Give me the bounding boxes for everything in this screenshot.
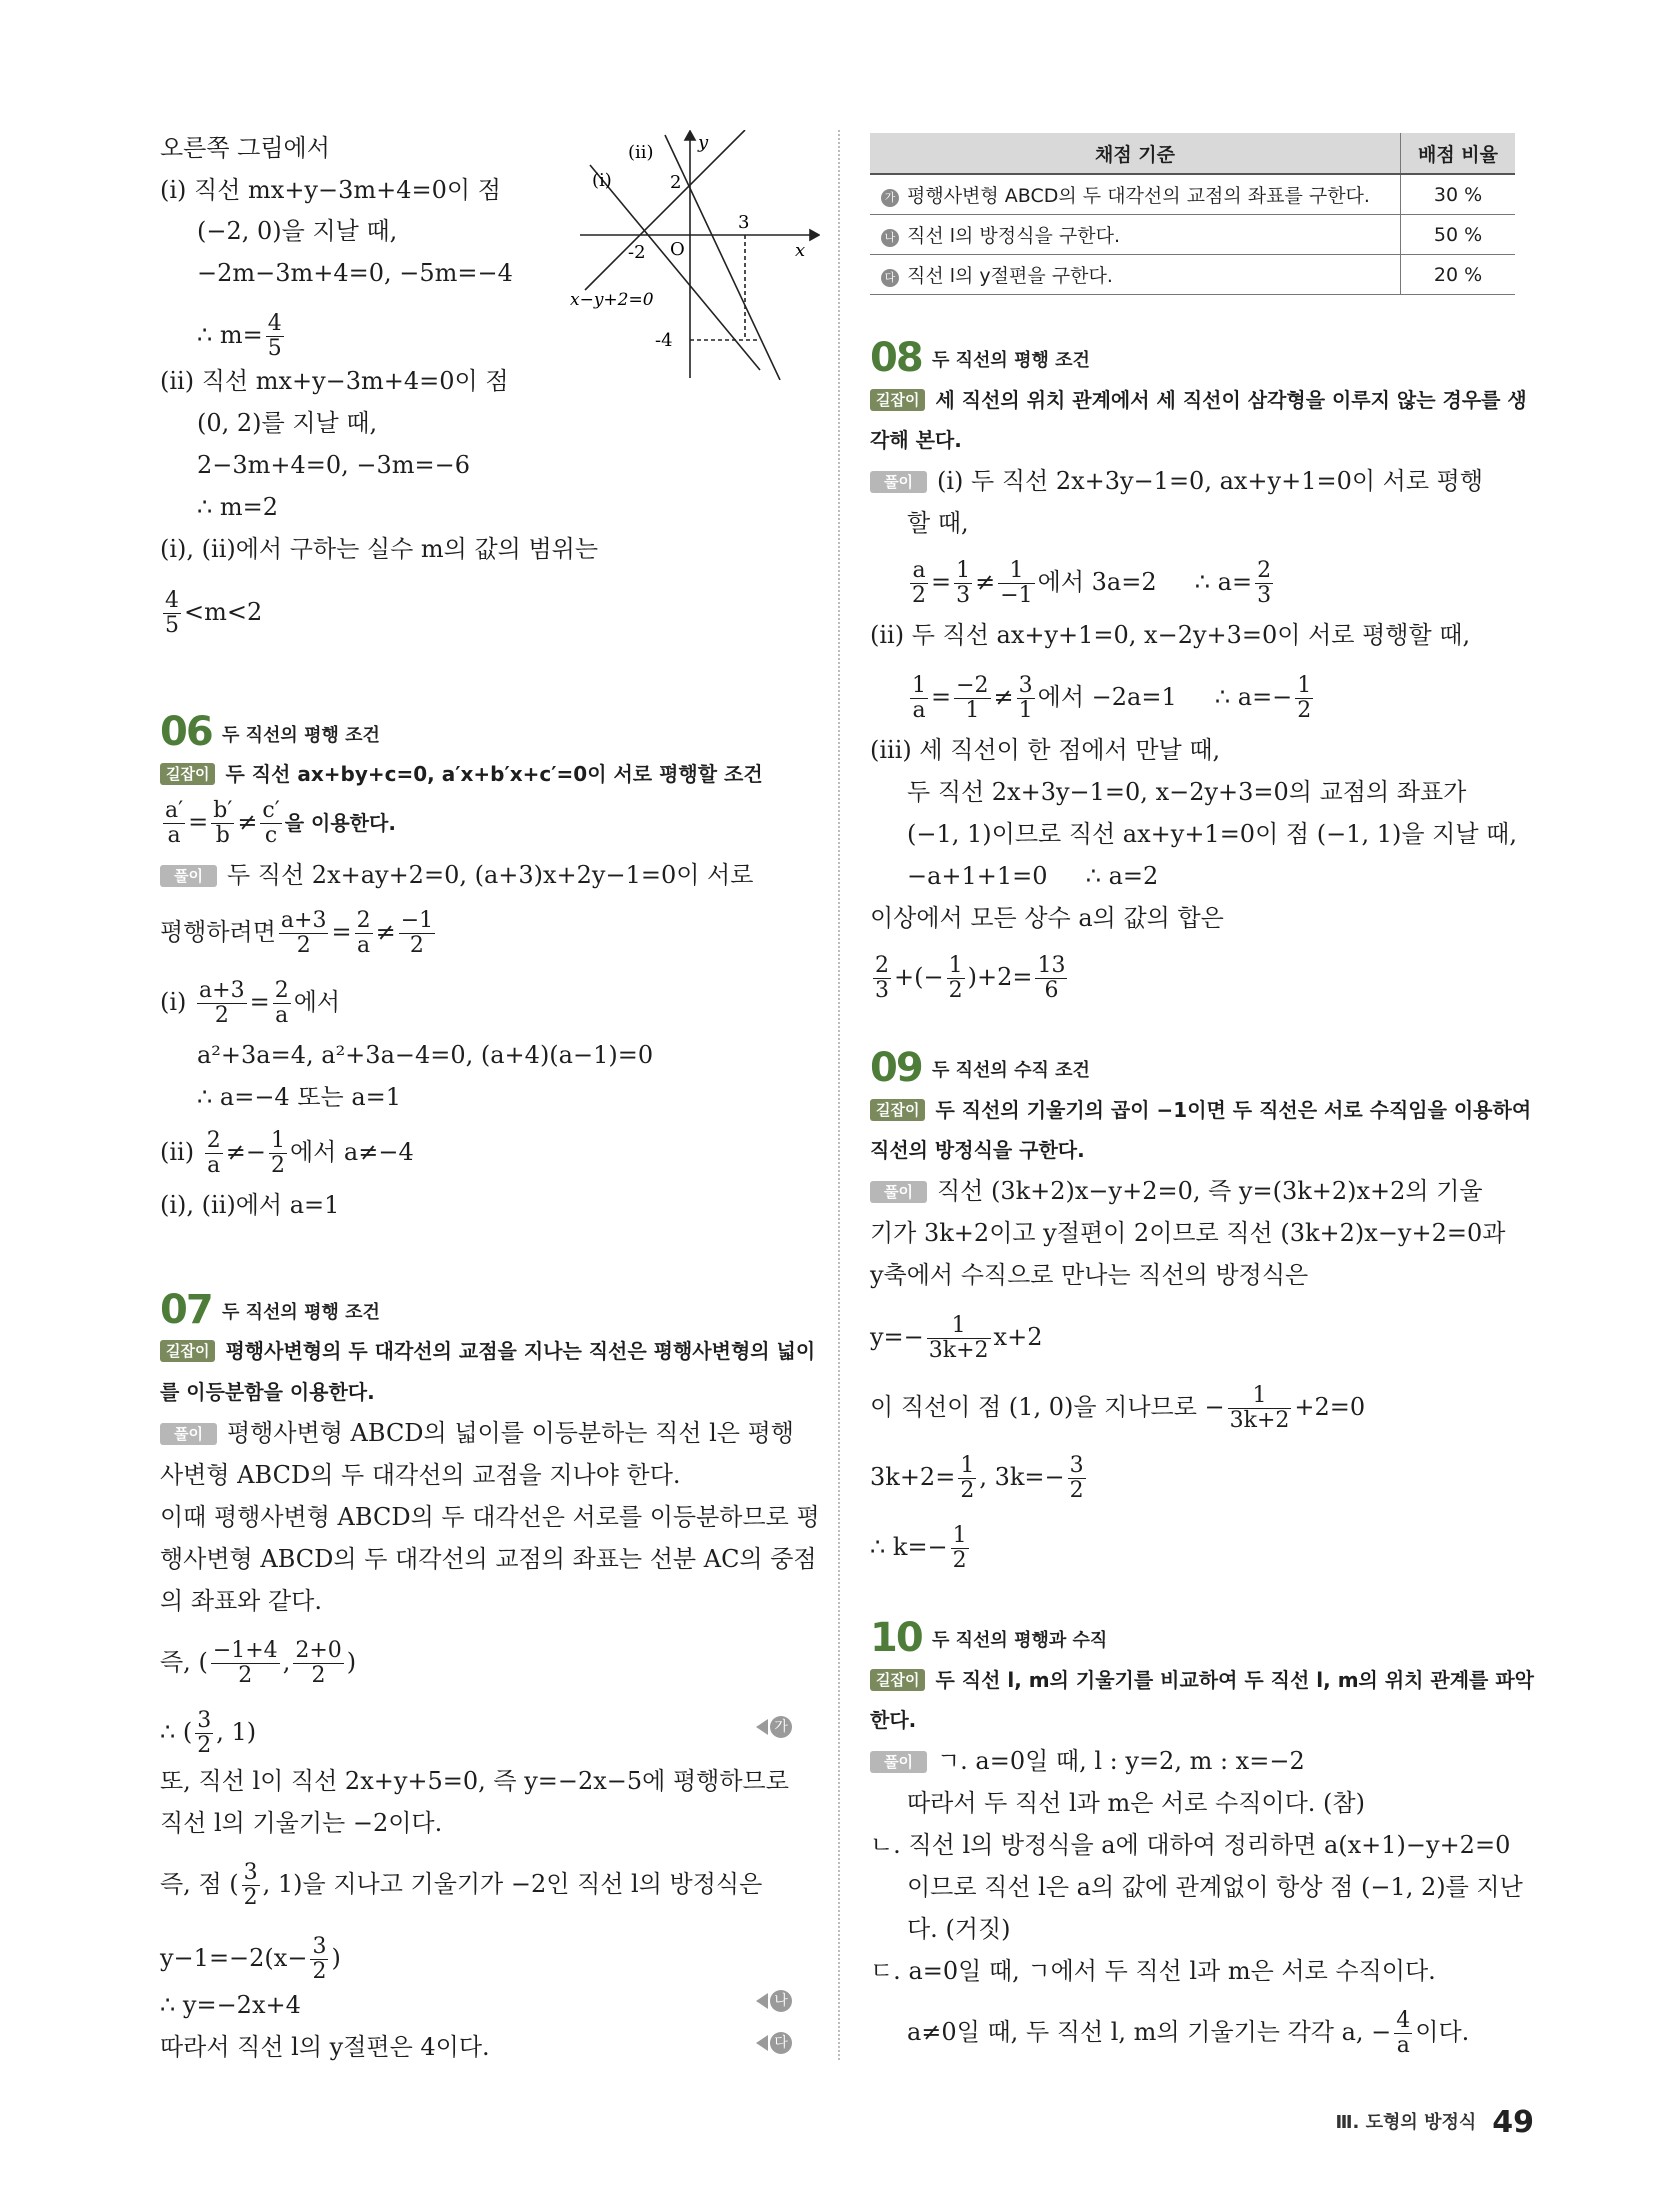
- page-footer: [1336, 2105, 1534, 2140]
- section-06-factorization: a²+3a=4, a²+3a−4=0, (a+4)(a−1)=0: [197, 1041, 654, 1069]
- section-08-guide-1: 길잡이 세 직선의 위치 관계에서 세 직선이 삼각형을 이루지 않는 경우를 생: [870, 384, 1527, 415]
- fraction: $\frac{1}{3k+2}$: [1229, 1383, 1290, 1433]
- section-07-solution-5: 의 좌표와 같다.: [160, 1587, 322, 1615]
- fraction: $\frac{1}{2}$: [270, 1128, 285, 1178]
- section-07-line-result: ∴ y=−2x+4: [160, 1991, 301, 2019]
- fraction: $\frac{4}{5}$: [165, 588, 179, 638]
- section-07-solution-3: 이때 평행사변형 ABCD의 두 대각선은 서로를 이등분하므로 평: [160, 1503, 820, 1531]
- graph-x-axis-label: x: [795, 240, 806, 261]
- fraction: $\frac{4}{a}$: [1396, 2008, 1411, 2058]
- section-08-sum-result: $\frac{2}{3}$ +(− $\frac{1}{2}$ )+2= $\frac{13}{6}$: [875, 953, 1066, 1003]
- range-sentence: (i), (ii)에서 구하는 실수 m의 값의 범위는: [160, 535, 599, 563]
- case-i-result: ∴ m= $\frac{4}{5}$: [197, 311, 282, 361]
- section-08-number: 08: [870, 335, 922, 381]
- section-07-solution-6: 또, 직선 l이 직선 2x+y+5=0, 즉 y=−2x−5에 평행하므로: [160, 1767, 789, 1795]
- section-09-number: 09: [870, 1045, 922, 1091]
- case-ii-point: (0, 2)를 지날 때,: [197, 409, 378, 437]
- solution-tag: 풀이: [160, 1423, 217, 1445]
- fraction: $\frac{1}{-1}$: [1000, 558, 1033, 608]
- column-divider: [838, 130, 840, 2060]
- fraction: $\frac{1}{a}$: [912, 673, 926, 723]
- section-06-case-i: (i) $\frac{a+3}{2}$ = $\frac{2}{a}$ 에서: [160, 978, 341, 1028]
- case-ii-line: (ii) 직선 mx+y−3m+4=0이 점: [160, 367, 509, 395]
- step-marker-ga: 가: [756, 1716, 792, 1738]
- chapter-label: Ⅲ. 도형의 방정식: [1335, 2112, 1477, 2133]
- section-08-title: 두 직선의 평행 조건: [932, 350, 1090, 371]
- guide-tag: 길잡이: [870, 389, 925, 411]
- section-09-solution-3: y축에서 수직으로 만나는 직선의 방정식은: [870, 1261, 1309, 1289]
- section-07-answer: 따라서 직선 l의 y절편은 4이다.: [160, 2033, 490, 2061]
- solution-tag: 풀이: [870, 1181, 927, 1203]
- fraction: $\frac{1}{3}$: [956, 558, 971, 608]
- ratio-header: 배점 비율: [1401, 133, 1516, 174]
- section-06-title: 두 직선의 평행 조건: [222, 725, 380, 746]
- graph-origin: O: [670, 239, 685, 260]
- section-10-item-a-2: 따라서 두 직선 l과 m은 서로 수직이다. (참): [907, 1789, 1365, 1817]
- case-ii-result: ∴ m=2: [197, 493, 279, 521]
- section-09-solution-2: 기가 3k+2이고 y절편이 2이므로 직선 (3k+2)x−y+2=0과: [870, 1219, 1506, 1247]
- graph-line-label: x−y+2=0: [570, 290, 654, 310]
- section-07-solution-4: 행사변형 ABCD의 두 대각선의 교점의 좌표는 선분 AC의 중점: [160, 1545, 817, 1573]
- fraction: $\frac{2+0}{2}$: [295, 1638, 342, 1688]
- solution-tag: 풀이: [160, 865, 217, 887]
- graph-tick-2: 2: [670, 172, 682, 193]
- guide-tag: 길잡이: [870, 1099, 925, 1121]
- table-row: 가 평행사변형 ABCD의 두 대각선의 교점의 좌표를 구한다. 30 %: [870, 174, 1515, 215]
- graph-y-axis-label: y: [698, 132, 709, 153]
- line-graph-figure: [570, 130, 820, 380]
- section-08-case-iii: (iii) 세 직선이 한 점에서 만날 때,: [870, 736, 1221, 764]
- section-06-guide: 길잡이 두 직선 ax+by+c=0, a′x+b′x+c′=0이 서로 평행할 조건: [160, 758, 763, 789]
- section-10-item-b-3: 다. (거짓): [907, 1915, 1011, 1943]
- fraction: $\frac{1}{2}$: [948, 953, 963, 1003]
- fraction: $\frac{-1+4}{2}$: [212, 1638, 278, 1688]
- section-06-answer: (i), (ii)에서 a=1: [160, 1191, 340, 1219]
- fraction: $\frac{3}{2}$: [197, 1708, 212, 1758]
- fraction: $\frac{c'}{c}$: [262, 798, 280, 848]
- case-i-line: (i) 직선 mx+y−3m+4=0이 점: [160, 176, 501, 204]
- section-07-solution-8: 즉, 점 ( $\frac{3}{2}$ , 1)을 지나고 기울기가 −2인 직선 l의 방정식은: [160, 1860, 763, 1910]
- section-10-item-a: 풀이 ㄱ. a=0일 때, l : y=2, m : x=−2: [870, 1746, 1305, 1776]
- page-number: 49: [1492, 2105, 1534, 2140]
- section-07-midpoint-result: ∴ ( $\frac{3}{2}$ , 1): [160, 1708, 257, 1758]
- fraction: $\frac{4}{5}$: [267, 311, 282, 361]
- section-08-case-i-2: 할 때,: [907, 509, 969, 537]
- guide-tag: 길잡이: [160, 763, 215, 785]
- section-07-number: 07: [160, 1287, 212, 1333]
- section-08-case-ii-calc: $\frac{1}{a}$ = $\frac{-2}{1}$ ≠ $\frac{3}{1}$ 에서 −2a=1 ∴ a=− $\frac{1}{2}$: [912, 673, 1312, 723]
- section-10-title: 두 직선의 평행과 수직: [932, 1630, 1108, 1651]
- criteria-header: 채점 기준: [870, 133, 1401, 174]
- section-09-calc: 3k+2= $\frac{1}{2}$ , 3k=− $\frac{3}{2}$: [870, 1453, 1084, 1503]
- section-06-case-ii: (ii) $\frac{2}{a}$ ≠− $\frac{1}{2}$ 에서 a≠−4: [160, 1128, 414, 1178]
- intro-text: 오른쪽 그림에서: [160, 134, 330, 162]
- section-10-item-b-2: 이므로 직선 l은 a의 값에 관계없이 항상 점 (−1, 2)를 지난: [907, 1873, 1523, 1901]
- graph-label-i: (i): [592, 170, 612, 191]
- fraction: $\frac{13}{6}$: [1037, 953, 1066, 1003]
- section-06-guide-condition: $\frac{a'}{a}$ = $\frac{b'}{b}$ ≠ $\frac{c'}{c}$ 을 이용한다.: [165, 798, 396, 848]
- section-10-number: 10: [870, 1615, 922, 1661]
- table-row: 나 직선 l의 방정식을 구한다. 50 %: [870, 215, 1515, 255]
- section-10-guide-1: 길잡이 두 직선 l, m의 기울기를 비교하여 두 직선 l, m의 위치 관계를 파악: [870, 1664, 1534, 1695]
- guide-tag: 길잡이: [160, 1340, 215, 1362]
- section-06-number: 06: [160, 709, 212, 755]
- section-08-guide-2: 각해 본다.: [870, 428, 962, 452]
- fraction: $\frac{1}{2}$: [960, 1453, 975, 1503]
- section-06-solution-1: 풀이 두 직선 2x+ay+2=0, (a+3)x+2y−1=0이 서로: [160, 860, 753, 890]
- guide-tag: 길잡이: [870, 1669, 925, 1691]
- section-08-sum-sentence: 이상에서 모든 상수 a의 값의 합은: [870, 904, 1224, 932]
- section-09-line-equation: y=− $\frac{1}{3k+2}$ x+2: [870, 1313, 1043, 1363]
- section-08-case-iii-result: −a+1+1=0 ∴ a=2: [907, 862, 1159, 890]
- fraction: $\frac{2}{a}$: [356, 908, 371, 958]
- case-i-point: (−2, 0)을 지날 때,: [197, 217, 398, 245]
- fraction: $\frac{a+3}{2}$: [199, 978, 245, 1028]
- fraction: $\frac{3}{2}$: [1069, 1453, 1084, 1503]
- fraction: $\frac{1}{2}$: [1297, 673, 1312, 723]
- fraction: $\frac{3}{2}$: [312, 1934, 327, 1984]
- step-marker: 나: [881, 229, 899, 247]
- fraction: $\frac{1}{2}$: [952, 1523, 967, 1573]
- section-08-case-iii-3: (−1, 1)이므로 직선 ax+y+1=0이 점 (−1, 1)을 지날 때,: [907, 820, 1517, 848]
- solution-tag: 풀이: [870, 471, 927, 493]
- section-09-solution-1: 풀이 직선 (3k+2)x−y+2=0, 즉 y=(3k+2)x+2의 기울: [870, 1176, 1483, 1206]
- grading-table-header: [870, 133, 1515, 174]
- section-08-case-i: 풀이 (i) 두 직선 2x+3y−1=0, ax+y+1=0이 서로 평행: [870, 466, 1483, 496]
- fraction: $\frac{2}{a}$: [206, 1128, 221, 1178]
- section-08-case-i-calc: $\frac{a}{2}$ = $\frac{1}{3}$ ≠ $\frac{1}{-1}$ 에서 3a=2 ∴ a= $\frac{2}{3}$: [912, 558, 1272, 608]
- section-07-line-equation: y−1=−2(x− $\frac{3}{2}$ ): [160, 1934, 341, 1984]
- grading-table: [870, 133, 1515, 295]
- section-10-item-c-2: a≠0일 때, 두 직선 l, m의 기울기는 각각 a, − $\frac{4}{a}$ 이다.: [907, 2008, 1470, 2058]
- case-i-calc: −2m−3m+4=0, −5m=−4: [197, 259, 513, 287]
- section-10-item-c: ㄷ. a=0일 때, ㄱ에서 두 직선 l과 m은 서로 수직이다.: [870, 1957, 1436, 1985]
- fraction: $\frac{a}{2}$: [912, 558, 926, 608]
- fraction: $\frac{-1}{2}$: [400, 908, 434, 958]
- section-09-substitution: 이 직선이 점 (1, 0)을 지나므로 − $\frac{1}{3k+2}$ +2=0: [870, 1383, 1366, 1433]
- fraction: $\frac{3}{2}$: [243, 1860, 258, 1910]
- section-07-title: 두 직선의 평행 조건: [222, 1302, 380, 1323]
- section-07-guide-2: 를 이등분함을 이용한다.: [160, 1380, 375, 1404]
- step-marker-da: 다: [756, 2032, 792, 2054]
- section-09-guide-2: 직선의 방정식을 구한다.: [870, 1138, 1085, 1162]
- graph-tick-neg4: -4: [655, 330, 673, 351]
- section-07-solution-1: 풀이 평행사변형 ABCD의 넓이를 이등분하는 직선 l은 평행: [160, 1418, 794, 1448]
- fraction: $\frac{a'}{a}$: [165, 798, 184, 848]
- fraction: $\frac{3}{1}$: [1018, 673, 1033, 723]
- case-ii-calc: 2−3m+4=0, −3m=−6: [197, 451, 471, 479]
- step-marker: 가: [881, 189, 899, 207]
- section-09-title: 두 직선의 수직 조건: [932, 1060, 1090, 1081]
- section-08-case-ii: (ii) 두 직선 ax+y+1=0, x−2y+3=0이 서로 평행할 때,: [870, 621, 1471, 649]
- section-06-case-i-result: ∴ a=−4 또는 a=1: [197, 1083, 402, 1111]
- fraction: $\frac{2}{a}$: [274, 978, 289, 1028]
- section-07-solution-7: 직선 l의 기울기는 −2이다.: [160, 1809, 443, 1837]
- fraction: $\frac{b'}{b}$: [213, 798, 233, 848]
- fraction: $\frac{a+3}{2}$: [280, 908, 327, 958]
- fraction: $\frac{-2}{1}$: [956, 673, 989, 723]
- graph-tick-3: 3: [738, 212, 750, 233]
- solution-tag: 풀이: [870, 1751, 927, 1773]
- section-08-case-iii-2: 두 직선 2x+3y−1=0, x−2y+3=0의 교점의 좌표가: [907, 778, 1467, 806]
- graph-label-ii: (ii): [628, 142, 654, 163]
- section-07-midpoint: 즉, ( $\frac{-1+4}{2}$ , $\frac{2+0}{2}$ ): [160, 1638, 357, 1688]
- graph-tick-neg2: -2: [628, 242, 646, 263]
- step-marker: 다: [881, 269, 899, 287]
- section-10-item-b: ㄴ. 직선 l의 방정식을 a에 대하여 정리하면 a(x+1)−y+2=0: [870, 1831, 1511, 1859]
- table-row: 다 직선 l의 y절편을 구한다. 20 %: [870, 255, 1515, 295]
- step-marker-na: 나: [756, 1990, 792, 2012]
- section-06-solution-2: 평행하려면 $\frac{a+3}{2}$ = $\frac{2}{a}$ ≠ $\frac{-1}{2}$: [160, 908, 434, 958]
- fraction: $\frac{2}{3}$: [1257, 558, 1272, 608]
- section-09-answer: ∴ k=− $\frac{1}{2}$: [870, 1523, 967, 1573]
- section-09-guide-1: 길잡이 두 직선의 기울기의 곱이 −1이면 두 직선은 서로 수직임을 이용하여: [870, 1094, 1531, 1125]
- fraction: $\frac{1}{3k+2}$: [928, 1313, 989, 1363]
- fraction: $\frac{2}{3}$: [875, 953, 889, 1003]
- section-07-solution-2: 사변형 ABCD의 두 대각선의 교점을 지나야 한다.: [160, 1461, 681, 1489]
- section-07-guide-1: 길잡이 평행사변형의 두 대각선의 교점을 지나는 직선은 평행사변형의 넓이: [160, 1335, 815, 1366]
- section-10-guide-2: 한다.: [870, 1708, 917, 1732]
- range-result: $\frac{4}{5}$ <m<2: [165, 588, 263, 638]
